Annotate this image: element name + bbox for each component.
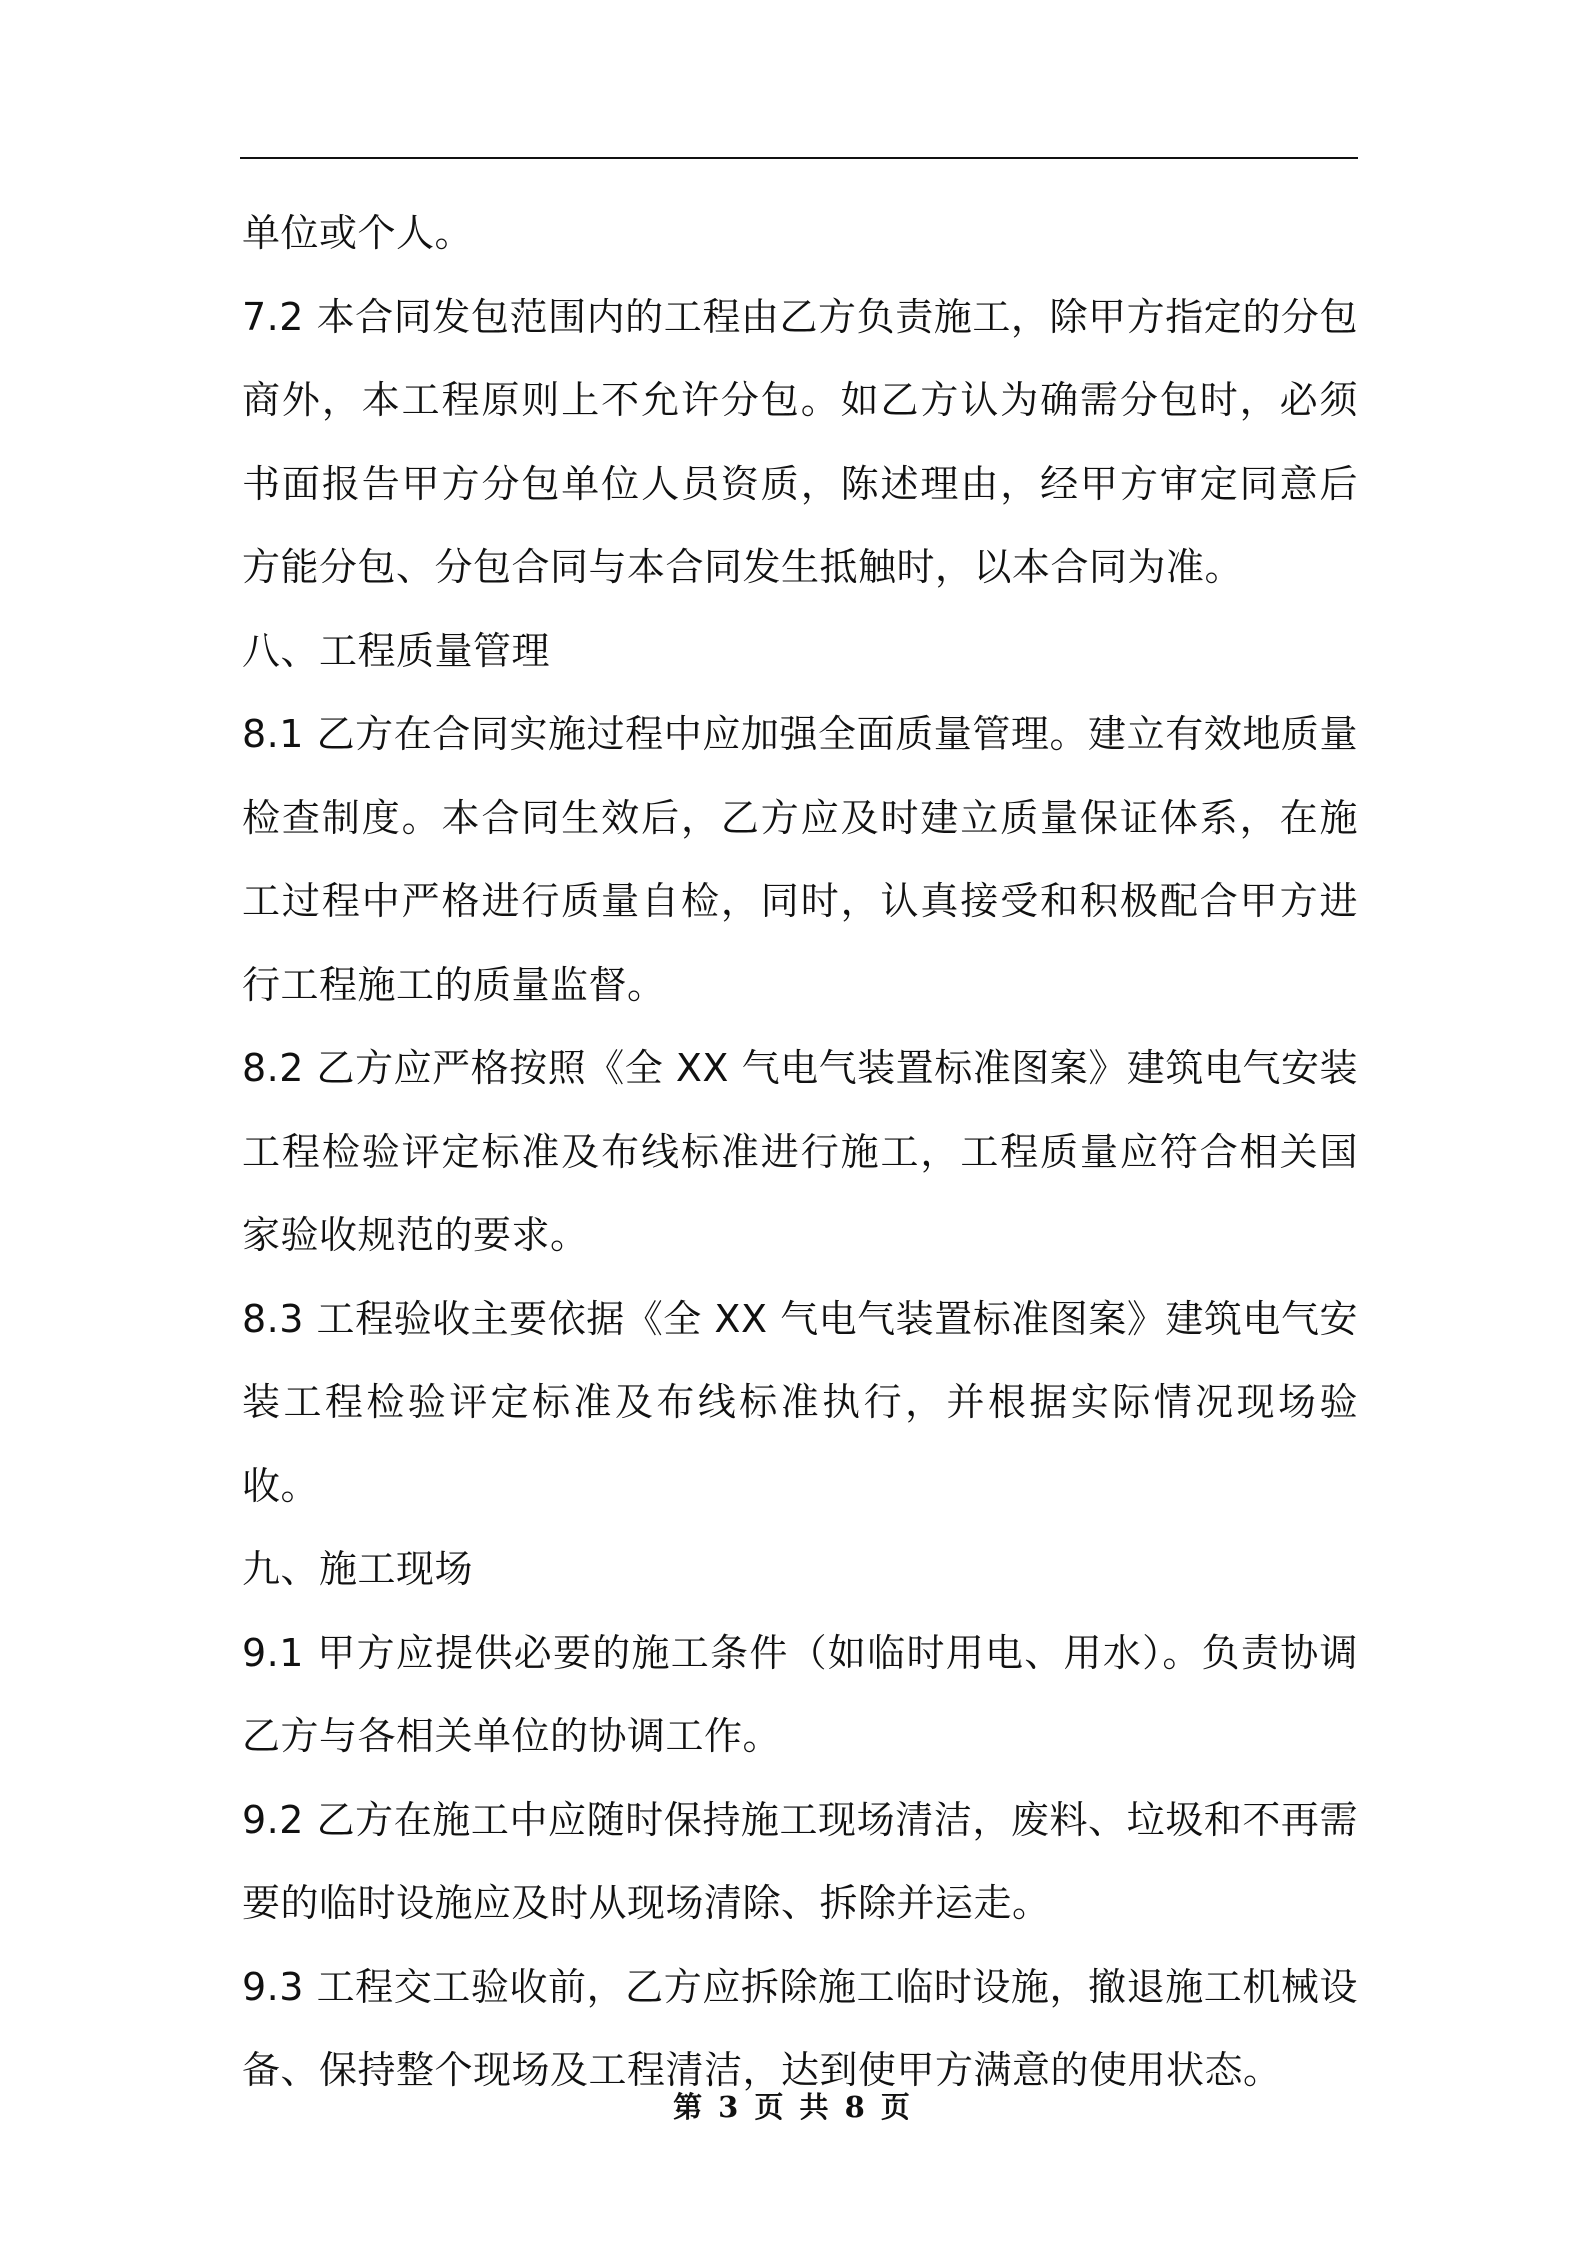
clause-8-2: 8.2 乙方应严格按照《全 XX 气电气装置标准图案》建筑电气安装工程检验评定标准及布线标准进行施工，工程质量应符合相关国家验收规范的要求。 [242, 1046, 1358, 1257]
clause-9-2: 9.2 乙方在施工中应随时保持施工现场清洁，废料、垃圾和不再需要的临时设施应及时从现场清除、拆除并运走。 [242, 1797, 1358, 1925]
paragraph-continuation: 单位或个人。 [242, 211, 474, 255]
clause-7-2: 7.2 本合同发包范围内的工程由乙方负责施工，除甲方指定的分包商外，本工程原则上不允许分包。如乙方认为确需分包时，必须书面报告甲方分包单位人员资质，陈述理由，经甲方审定同意后方能分包、分包合同与本合同发生抵触时，以本合同为准。 [242, 294, 1358, 589]
clause-9-3: 9.3 工程交工验收前，乙方应拆除施工临时设施，撤退施工机械设备、保持整个现场及工程清洁，达到使甲方满意的使用状态。 [242, 1964, 1358, 2092]
section-heading-8: 八、工程质量管理 [242, 628, 551, 673]
header-rule [240, 157, 1358, 159]
page-number-footer: 第 3 页 共 8 页 [673, 2090, 913, 2124]
section-heading-9: 九、施工现场 [242, 1547, 474, 1591]
document-body [242, 192, 1358, 2113]
clause-8-3: 8.3 工程验收主要依据《全 XX 气电气装置标准图案》建筑电气安装工程检验评定标准及布线标准执行，并根据实际情况现场验收。 [242, 1296, 1358, 1508]
clause-8-1: 8.1 乙方在合同实施过程中应加强全面质量管理。建立有效地质量检查制度。本合同生效后，乙方应及时建立质量保证体系，在施工过程中严格进行质量自检，同时，认真接受和积极配合甲方进行工程施工的质量监督。 [242, 712, 1358, 1007]
clause-9-1: 9.1 甲方应提供必要的施工条件（如临时用电、用水）。负责协调乙方与各相关单位的协调工作。 [242, 1630, 1358, 1758]
